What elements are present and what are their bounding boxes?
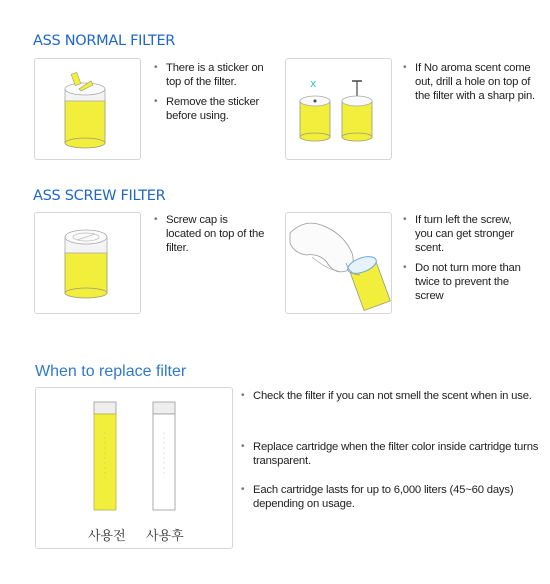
note-check-filter: • Check the filter if you can not smell the scent when in use.	[240, 389, 540, 403]
screw-right-notes	[402, 213, 522, 309]
replace-notes-2	[240, 440, 540, 474]
turn-screw-image-card	[285, 212, 392, 314]
note-screw-cap: • Screw cap is located on top of the filter.	[153, 213, 265, 255]
replace-notes-3	[240, 483, 540, 517]
note-replace-cartridge: • Replace cartridge when the filter color inside cartridge turns transparent.	[240, 440, 540, 468]
sticker-filter-illustration	[35, 59, 142, 161]
note-drill-hole: • If No aroma scent come out, drill a hole on top of the filter with a sharp pin.	[402, 61, 544, 103]
screw-left-notes	[153, 213, 265, 261]
cartridge-before-cap	[94, 402, 116, 414]
cartridges-illustration	[36, 388, 234, 550]
note-remove-sticker: • Remove the sticker before using.	[153, 95, 268, 123]
screw-filter-image-card	[34, 212, 141, 314]
note-do-not-overturn: • Do not turn more than twice to prevent the screw	[402, 261, 522, 303]
note-turn-left: • If turn left the screw, you can get stronger scent.	[402, 213, 522, 255]
screw-filter-title: ASS SCREW FILTER	[33, 188, 166, 204]
normal-filter-image-card	[34, 58, 141, 160]
label-before-use: 사용전	[88, 529, 126, 544]
normal-filter-title: ASS NORMAL FILTER	[33, 33, 176, 49]
drill-hole-illustration	[286, 59, 393, 161]
replace-notes-1	[240, 389, 540, 409]
note-sticker: • There is a sticker on top of the filter.	[153, 61, 268, 89]
normal-left-notes	[153, 61, 268, 129]
screw-cap-filter-illustration	[35, 213, 142, 315]
label-after-use: 사용후	[146, 529, 184, 544]
cartridge-after-cap	[153, 402, 175, 414]
cartridge-image-card	[35, 387, 233, 549]
drill-image-card	[285, 58, 392, 160]
hand-turning-screw-illustration	[286, 213, 393, 315]
normal-right-notes	[402, 61, 544, 109]
x-mark: x	[310, 77, 317, 90]
note-cartridge-lifespan: • Each cartridge lasts for up to 6,000 liters (45~60 days) depending on usage.	[240, 483, 540, 511]
replace-filter-title: When to replace filter	[35, 363, 187, 380]
